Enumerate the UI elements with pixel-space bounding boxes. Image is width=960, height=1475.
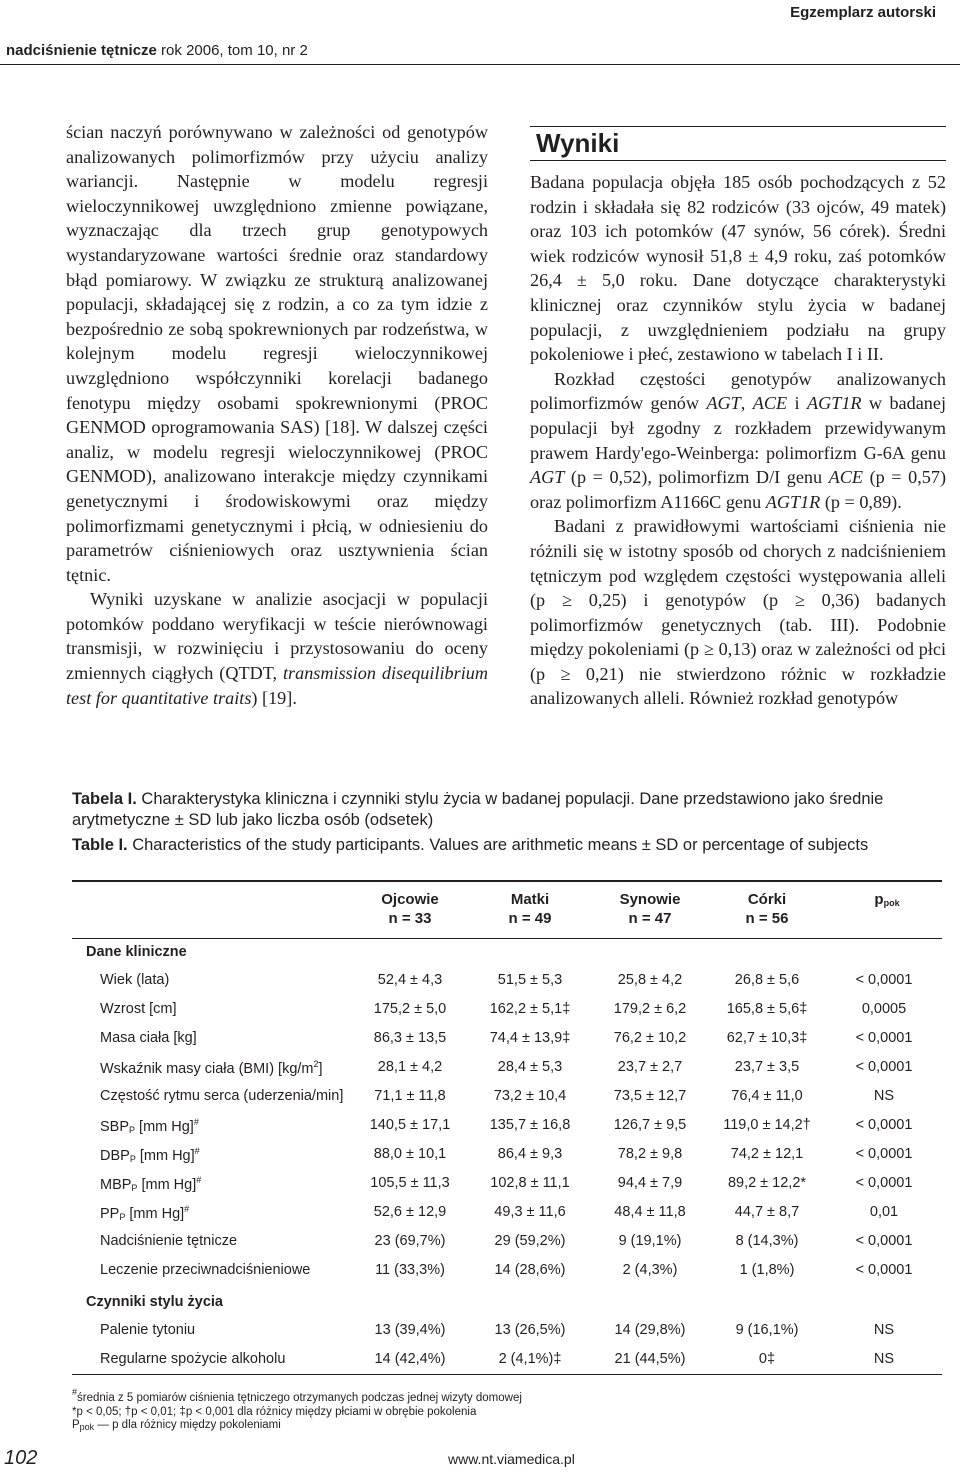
row-label: Masa ciała [kg] bbox=[100, 1030, 197, 1046]
right-paragraph-1: Badana populacja objęła 185 osób pochodzących z 52 rodzin i składała się 82 rodziców (33 ojców, 49 matek) oraz 103 ich potomków (47 synów, 56 córek). Średni wiek rodziców wynosił 51,8 ± 4,9 roku, zaś potomków 26,4 ± 5,0 roku. Dane dotyczące charakterystyki klinicznej oraz czynników stylu życia w badanej populacji, z uwzględnieniem podziału na grupy pokoleniowe i płeć, zestawiono w tabelach I i II. bbox=[530, 172, 946, 365]
table-cell: 25,8 ± 4,2 bbox=[617, 972, 683, 988]
table-cell: 14 (42,4%) bbox=[374, 1351, 446, 1367]
left-paragraph-1: ścian naczyń porównywano w zależności od genotypów analizowanych polimorfizmów przy użyciu analizy wariancji. Następnie w modelu regresji wieloczynnikowej uwzględniono zmienne powiązane, wyznaczając dla trzech grup genotypowych wystandaryzowane wartości średnie oraz standardowy błąd pomiarowy. W związku ze strukturą analizowanej populacji, składającej się z rodzin, a co za tym idzie z bezpośrednio ze sobą spokrewnionych par rodzeństwa, w kolejnym modelu regresji wieloczynnikowej uwzględniono współczynniki korelacji badanego fenotypu między osobami spokrewnionymi (PROC GENMOD oprogramowania SAS) [18]. W dalszej części analiz, w modelu regresji wieloczynnikowej (PROC GENMOD), analizowano interakcje między czynnikami genetycznymi i środowiskowymi oraz między polimorfizmami genetycznymi i płcią, w odniesieniu do parametrów ciśnieniowych oraz usztywnienia ścian tętnic. bbox=[66, 122, 488, 585]
table-cell: 74,2 ± 12,1 bbox=[730, 1146, 804, 1162]
row-label: $MBP_P$ [mm Hg]# bbox=[100, 1175, 202, 1193]
table-cell: 74,4 ± 13,9‡ bbox=[489, 1030, 571, 1046]
table-cell: 62,7 ± 10,3‡ bbox=[726, 1030, 808, 1046]
table-cell: < 0,0001 bbox=[855, 1146, 913, 1162]
section-label-lifestyle: Czynniki stylu życia bbox=[86, 1294, 223, 1310]
table-row bbox=[72, 1169, 942, 1198]
table-cell: 9 (16,1%) bbox=[735, 1322, 799, 1338]
table-footnotes bbox=[72, 1386, 522, 1435]
row-label: $PP_P$ [mm Hg]# bbox=[100, 1204, 190, 1222]
table-cell: 1 (1,8%) bbox=[739, 1262, 795, 1278]
table-cell: 73,5 ± 12,7 bbox=[613, 1088, 687, 1104]
table-cell: 94,4 ± 7,9 bbox=[617, 1175, 683, 1191]
row-label: Wzrost [cm] bbox=[100, 1001, 177, 1017]
table-cell: 23,7 ± 3,5 bbox=[734, 1059, 800, 1075]
table-cell: < 0,0001 bbox=[855, 972, 913, 988]
row-label: Wskaźnik masy ciała (BMI) $[kg/m^2]$ bbox=[100, 1059, 323, 1077]
table-cell: 140,5 ± 17,1 bbox=[369, 1117, 451, 1133]
table-cell: 28,1 ± 4,2 bbox=[377, 1059, 443, 1075]
table-row bbox=[72, 1345, 942, 1374]
table-row bbox=[72, 1316, 942, 1345]
row-label: $SBP_P$ [mm Hg]# bbox=[100, 1117, 199, 1135]
table-cell: 165,8 ± 5,6‡ bbox=[726, 1001, 808, 1017]
table-cell: 0,01 bbox=[869, 1204, 899, 1220]
col-header-ppok: $p_{pok}$ bbox=[874, 891, 900, 908]
table-cell: < 0,0001 bbox=[855, 1175, 913, 1191]
journal-website: www.nt.viamedica.pl bbox=[448, 1451, 575, 1467]
table-cell: < 0,0001 bbox=[855, 1059, 913, 1075]
table-header-rule bbox=[72, 938, 942, 939]
table-cell: NS bbox=[873, 1322, 895, 1338]
table-cell: 23,7 ± 2,7 bbox=[617, 1059, 683, 1075]
table-cell: < 0,0001 bbox=[855, 1262, 913, 1278]
page-number: 102 bbox=[4, 1447, 38, 1469]
col-header-ojcowie: Ojcowie n = 33 bbox=[381, 891, 439, 927]
table-cell: 14 (29,8%) bbox=[614, 1322, 686, 1338]
right-column bbox=[530, 170, 946, 711]
table-cell: 105,5 ± 11,3 bbox=[370, 1175, 450, 1191]
right-paragraph-2: Rozkład częstości genotypów analizowanych polimorfizmów genów AGT, ACE i AGT1R w badanej populacji był zgodny z rozkładem przewidywanym prawem Hardy'ego-Weinberga: polimorfizm G-6A genu AGT (p = 0,52), polimorfizm D/I genu ACE (p = 0,57) oraz polimorfizm A1166C genu AGT1R (p = 0,89). bbox=[530, 368, 947, 512]
table-cell: < 0,0001 bbox=[855, 1233, 913, 1249]
table-row bbox=[72, 1024, 942, 1053]
table-1 bbox=[72, 880, 942, 1376]
header-rule bbox=[0, 64, 960, 65]
table-row bbox=[72, 1256, 942, 1285]
journal-header bbox=[6, 42, 308, 59]
section-rule-top bbox=[530, 126, 946, 127]
table-row bbox=[72, 1140, 942, 1169]
table-cell: 48,4 ± 11,8 bbox=[614, 1204, 686, 1220]
table-cell: 14 (28,6%) bbox=[494, 1262, 566, 1278]
table-cell: 29 (59,2%) bbox=[494, 1233, 566, 1249]
footnote-1: #średnia z 5 pomiarów ciśnienia tętniczego otrzymanych podczas jednej wizyty domowej bbox=[72, 1387, 522, 1404]
table-row bbox=[72, 966, 942, 995]
right-paragraph-3: Badani z prawidłowymi wartościami ciśnienia nie różnili się w istotny sposób od chorych z nadciśnieniem tętniczym pod względem częstości występowania alleli (p ≥ 0,25) i genotypów (p ≥ 0,36) badanych polimorfizmów genetycznych (tab. III). Podobnie między pokoleniami (p ≥ 0,13) oraz w zależności od płci (p ≥ 0,21) nie stwierdzono różnic w rozkładzie analizowanych alleli. Również rozkład genotypów bbox=[530, 516, 946, 709]
row-label: Częstość rytmu serca (uderzenia/min] bbox=[100, 1088, 344, 1104]
table-cell: 28,4 ± 5,3 bbox=[497, 1059, 563, 1075]
row-label: Leczenie przeciwnadciśnieniowe bbox=[100, 1262, 311, 1278]
table-cell: 52,6 ± 12,9 bbox=[373, 1204, 447, 1220]
row-label: $DBP_P$ [mm Hg]# bbox=[100, 1146, 200, 1164]
row-label: Wiek (lata) bbox=[100, 972, 170, 988]
left-paragraph-2: Wyniki uzyskane w analizie asocjacji w populacji potomków poddano weryfikacji w teście nierównowagi transmisji, w rozwinięciu i przystosowaniu do oceny zmiennych ciągłych (QTDT, transmission disequilibrium test for quantitative traits) [19]. bbox=[66, 589, 489, 708]
table-row bbox=[72, 1082, 942, 1111]
table-top-rule bbox=[72, 880, 942, 882]
table-cell: 88,0 ± 10,1 bbox=[373, 1146, 447, 1162]
table-cell: < 0,0001 bbox=[855, 1030, 913, 1046]
table-cell: 162,2 ± 5,1‡ bbox=[489, 1001, 571, 1017]
table-cell: 49,3 ± 11,6 bbox=[494, 1204, 566, 1220]
table-cell: 44,7 ± 8,7 bbox=[734, 1204, 800, 1220]
table-cell: 175,2 ± 5,0 bbox=[373, 1001, 447, 1017]
section-heading-wyniki: Wyniki bbox=[536, 128, 620, 158]
author-copy-label: Egzemplarz autorski bbox=[790, 4, 936, 21]
col-header-synowie: Synowie n = 47 bbox=[619, 891, 681, 927]
table-cell: 2 (4,1%)‡ bbox=[498, 1351, 562, 1367]
table-row bbox=[72, 1227, 942, 1256]
table-cell: < 0,0001 bbox=[855, 1117, 913, 1133]
table-caption-pl: Tabela I. Charakterystyka kliniczna i czynniki stylu życia w badanej populacji. Dane przedstawiono jako średnie arytmetyczne ± SD lub jako liczba osób (odsetek) bbox=[72, 790, 884, 829]
table-cell: 76,2 ± 10,2 bbox=[613, 1030, 687, 1046]
table-cell: 21 (44,5%) bbox=[614, 1351, 686, 1367]
table-cell: 119,0 ± 14,2† bbox=[723, 1117, 811, 1133]
table-cell: 2 (4,3%) bbox=[622, 1262, 678, 1278]
table-cell: 13 (26,5%) bbox=[494, 1322, 566, 1338]
table-row bbox=[72, 1111, 942, 1140]
table-bottom-rule bbox=[72, 1374, 942, 1375]
table-cell: 26,8 ± 5,6 bbox=[734, 972, 800, 988]
table-cell: 23 (69,7%) bbox=[374, 1233, 446, 1249]
table-cell: 8 (14,3%) bbox=[735, 1233, 799, 1249]
table-row bbox=[72, 995, 942, 1024]
table-cell: 0‡ bbox=[758, 1351, 776, 1367]
table-cell: 76,4 ± 11,0 bbox=[731, 1088, 803, 1104]
table-cell: 9 (19,1%) bbox=[618, 1233, 682, 1249]
section-rule-bottom bbox=[530, 160, 946, 161]
table-cell: 51,5 ± 5,3 bbox=[497, 972, 563, 988]
journal-issue: rok 2006, tom 10, nr 2 bbox=[156, 42, 308, 59]
table-cell: 71,1 ± 11,8 bbox=[374, 1088, 446, 1104]
table-cell: 78,2 ± 9,8 bbox=[617, 1146, 683, 1162]
table-cell: 126,7 ± 9,5 bbox=[613, 1117, 687, 1133]
table-cell: 86,4 ± 9,3 bbox=[497, 1146, 563, 1162]
table-cell: 73,2 ± 10,4 bbox=[493, 1088, 567, 1104]
table-cell: 102,8 ± 11,1 bbox=[490, 1175, 570, 1191]
table-cell: 0,0005 bbox=[861, 1001, 907, 1017]
table-cell: 13 (39,4%) bbox=[374, 1322, 446, 1338]
table-cell: 86,3 ± 13,5 bbox=[373, 1030, 447, 1046]
left-column bbox=[66, 120, 488, 710]
col-header-corki: Córki n = 56 bbox=[745, 891, 789, 927]
table-cell: NS bbox=[873, 1351, 895, 1367]
footnote-2: *p < 0,05; †p < 0,01; ‡p < 0,001 dla różnicy między płciami w obrębie pokolenia bbox=[72, 1405, 477, 1418]
table-row bbox=[72, 1198, 942, 1227]
footnote-3: $P_{pok}$ — p dla różnicy między pokoleniami bbox=[72, 1419, 281, 1432]
row-label: Nadciśnienie tętnicze bbox=[100, 1233, 238, 1249]
table-caption-en: Table I. Characteristics of the study participants. Values are arithmetic means ± SD or percentage of subjects bbox=[72, 836, 869, 854]
table-cell: 89,2 ± 12,2* bbox=[727, 1175, 807, 1191]
table-cell: 179,2 ± 6,2 bbox=[613, 1001, 687, 1017]
table-cell: 52,4 ± 4,3 bbox=[377, 972, 443, 988]
table-cell: 135,7 ± 16,8 bbox=[489, 1117, 571, 1133]
journal-title: nadciśnienie tętnicze bbox=[6, 42, 157, 59]
section-label-clinical: Dane kliniczne bbox=[86, 944, 187, 960]
table-row bbox=[72, 1053, 942, 1082]
table-cell: 11 (33,3%) bbox=[375, 1262, 445, 1278]
col-header-matki: Matki n = 49 bbox=[508, 891, 552, 927]
row-label: Regularne spożycie alkoholu bbox=[100, 1351, 286, 1367]
row-label: Palenie tytoniu bbox=[100, 1322, 196, 1338]
table-cell: NS bbox=[873, 1088, 895, 1104]
